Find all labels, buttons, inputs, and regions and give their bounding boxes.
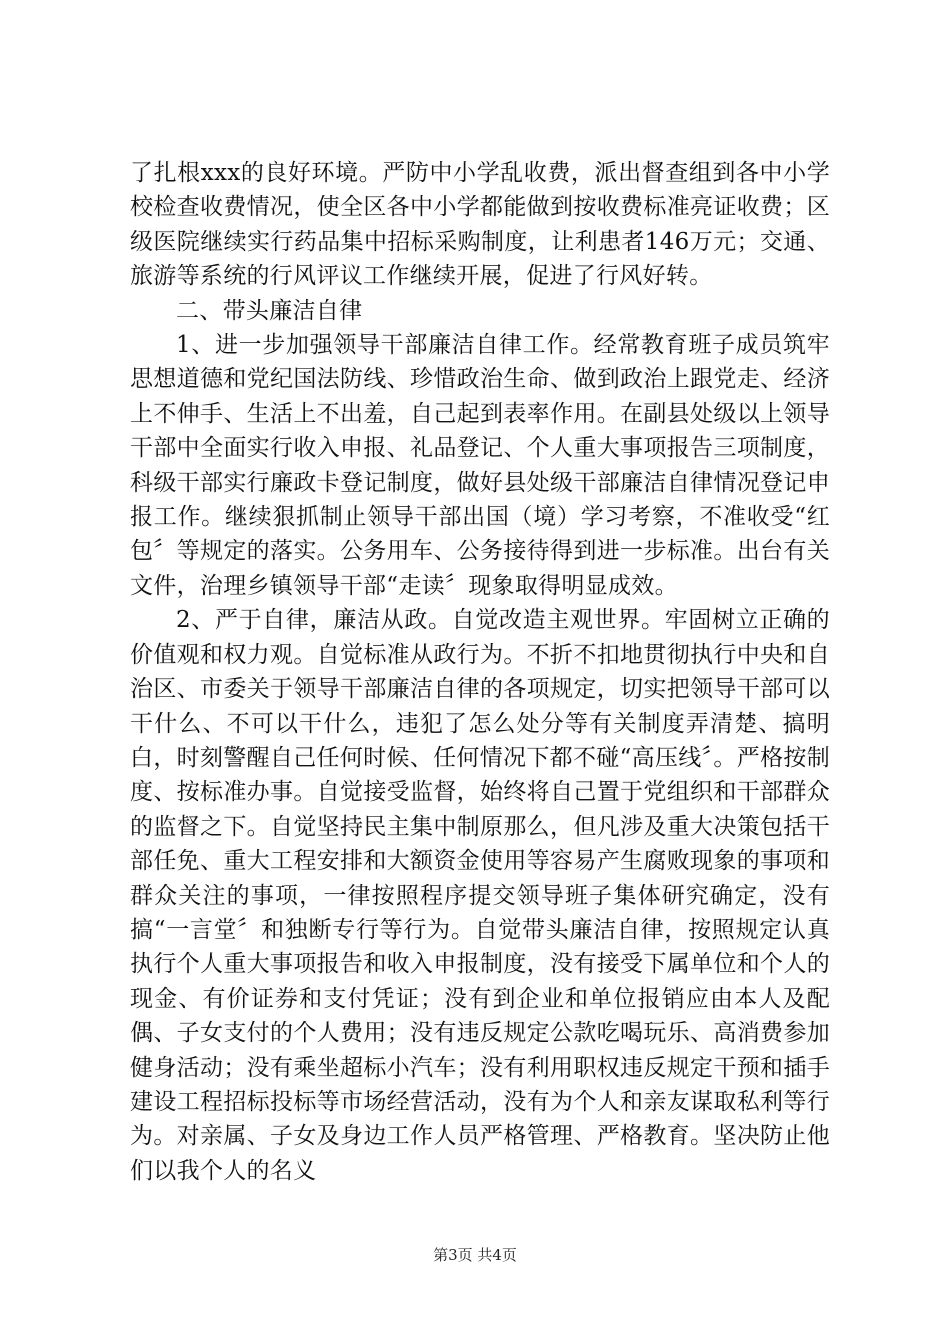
page-footer xyxy=(0,1244,950,1265)
page-number-label: 第3页 共4页 xyxy=(433,1246,517,1264)
paragraph-item-2: 2、严于自律，廉洁从政。自觉改造主观世界。牢固树立正确的价值观和权力观。自觉标准从政行为。不折不扣地贯彻执行中央和自治区、市委关于领导干部廉洁自律的各项规定，切实把领导干部可以干什么、不可以干什么，违犯了怎么处分等有关制度弄清楚、搞明白，时刻警醒自己任何时候、任何情况下都不碰“高压线〞。严格按制度、按标准办事。自觉接受监督，始终将自己置于党组织和干部群众的监督之下。自觉坚持民主集中制原那么，但凡涉及重大决策包括干部任免、重大工程安排和大额资金使用等容易产生腐败现象的事项和群众关注的事项，一律按照程序提交领导班子集体研究确定，没有搞“一言堂〞和独断专行等行为。自觉带头廉洁自律，按照规定认真执行个人重大事项报告和收入申报制度，没有接受下属单位和个人的现金、有价证券和支付凭证；没有到企业和单位报销应由本人及配偶、子女支付的个人费用；没有违反规定公款吃喝玩乐、高消费参加健身活动；没有乘坐超标小汽车；没有利用职权违反规定干预和插手建设工程招标投标等市场经营活动，没有为个人和亲友谋取私利等行为。对亲属、子女及身边工作人员严格管理、严格教育。坚决防止他们以我个人的名义 xyxy=(130,607,830,1184)
document-body xyxy=(130,156,830,1188)
paragraph-continuation: 了扎根xxx的良好环境。严防中小学乱收费，派出督查组到各中小学校检查收费情况，使全区各中小学都能做到按收费标准亮证收费；区级医院继续实行药品集中招标采购制度，让利患者146万元；交通、旅游等系统的行风评议工作继续开展，促进了行风好转。 xyxy=(130,160,830,290)
section-heading: 二、带头廉洁自律 xyxy=(176,297,363,324)
paragraph-item-1: 1、进一步加强领导干部廉洁自律工作。经常教育班子成员筑牢思想道德和党纪国法防线、珍惜政治生命、做到政治上跟党走、经济上不伸手、生活上不出羞，自己起到表率作用。在副县处级以上领导干部中全面实行收入申报、礼品登记、个人重大事项报告三项制度，科级干部实行廉政卡登记制度，做好县处级干部廉洁自律情况登记申报工作。继续狠抓制止领导干部出国（境）学习考察，不准收受“红包〞等规定的落实。公务用车、公务接待得到进一步标准。出台有关文件，治理乡镇领导干部“走读〞现象取得明显成效。 xyxy=(130,332,830,599)
